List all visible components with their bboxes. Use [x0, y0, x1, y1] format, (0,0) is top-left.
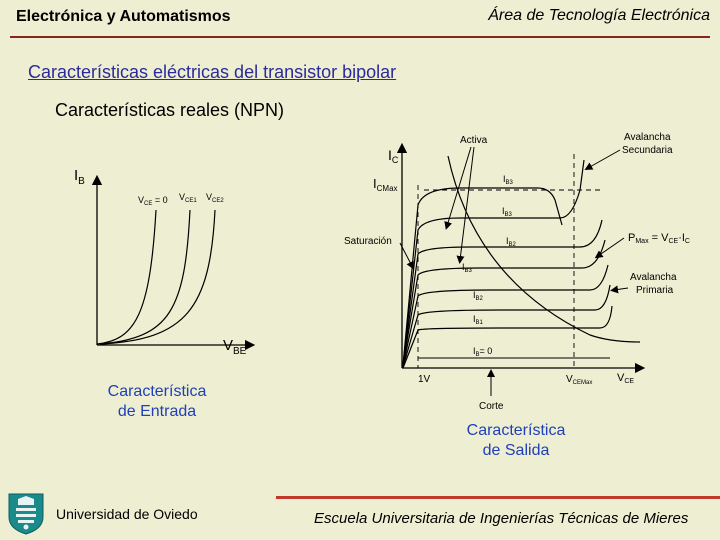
label-avalancha-primaria-2: Primaria: [636, 285, 674, 296]
arrow-avalancha-primaria: [614, 288, 628, 290]
ib-curve-6: [403, 285, 610, 367]
ib-curve-1: [403, 188, 562, 365]
label-avalancha-secundaria-2: Secundaria: [622, 145, 673, 156]
footer-school-name: Escuela Universitaria de Ingenierías Técnicas de Mieres: [314, 510, 689, 527]
input-curve-vce2: [102, 210, 215, 344]
ib-label-upper-3: $I_{B2}$: [506, 236, 516, 248]
ib-curve-5: [403, 265, 608, 366]
tick-1v: 1V: [418, 374, 431, 385]
label-avalancha-secundaria-1: Avalancha: [624, 132, 671, 143]
ib-label-lower-2: $I_{B2}$: [473, 290, 483, 302]
output-characteristic-diagram: [340, 130, 690, 420]
label-avalancha-primaria-1: Avalancha: [630, 272, 677, 283]
arrow-avalancha-secundaria: [588, 150, 620, 168]
footer-divider: [276, 496, 720, 499]
output-caption-line1: Característica: [466, 422, 566, 439]
input-characteristic-diagram: [60, 150, 260, 360]
university-logo-icon: [6, 491, 46, 535]
ib-label-lower-1: $I_{B3}$: [462, 262, 472, 274]
label-saturacion: Saturación: [344, 236, 392, 247]
ib-curve-4: [403, 240, 605, 365]
input-curve-label-vce0: $V_{CE} = 0$: [138, 195, 168, 207]
output-caption: [440, 421, 592, 461]
ib-label-lower-3: $I_{B1}$: [473, 314, 483, 326]
input-caption-line2: de Entrada: [117, 403, 197, 420]
output-caption-line2: de Salida: [482, 442, 550, 459]
icmax-label: $I_{CMax}$: [373, 176, 398, 193]
input-curve-label-vce1: $V_{CE1}$: [179, 192, 197, 204]
input-caption: [82, 382, 232, 422]
output-y-axis-label: $I_C$: [388, 147, 399, 165]
ib-label-upper-1: $I_{B3}$: [503, 174, 513, 186]
input-curve-label-vce2: $V_{CE2}$: [206, 192, 224, 204]
label-pmax: PMax = VCE·IC: [628, 232, 690, 245]
header-right-title: Área de Tecnología Electrónica: [488, 7, 710, 24]
label-corte: Corte: [479, 401, 504, 412]
slide-title: Características eléctricas del transistor bipolar: [28, 62, 397, 82]
input-curve-vce0: [97, 210, 156, 344]
footer-university-name: Universidad de Oviedo: [56, 506, 198, 522]
ib-curve-7: [403, 306, 612, 368]
header-left-title: Electrónica y Automatismos: [16, 8, 231, 25]
vcemax-label: $V_{CEMax}$: [566, 374, 593, 386]
header-divider: [10, 36, 710, 38]
input-x-axis-label: $V_{BE}$: [223, 337, 247, 357]
arrow-pmax: [598, 238, 624, 256]
input-caption-line1: Característica: [107, 383, 207, 400]
label-activa: Activa: [460, 135, 488, 146]
ib-label-upper-2: $I_{B3}$: [502, 206, 512, 218]
slide-subtitle: Características reales (NPN): [55, 100, 285, 120]
input-y-axis-label: $I_B$: [74, 167, 85, 187]
ib-curve-2: [403, 160, 584, 365]
output-x-axis-label: VCE: [617, 372, 635, 385]
ib-label-zero: $I_B= 0$: [473, 346, 493, 358]
